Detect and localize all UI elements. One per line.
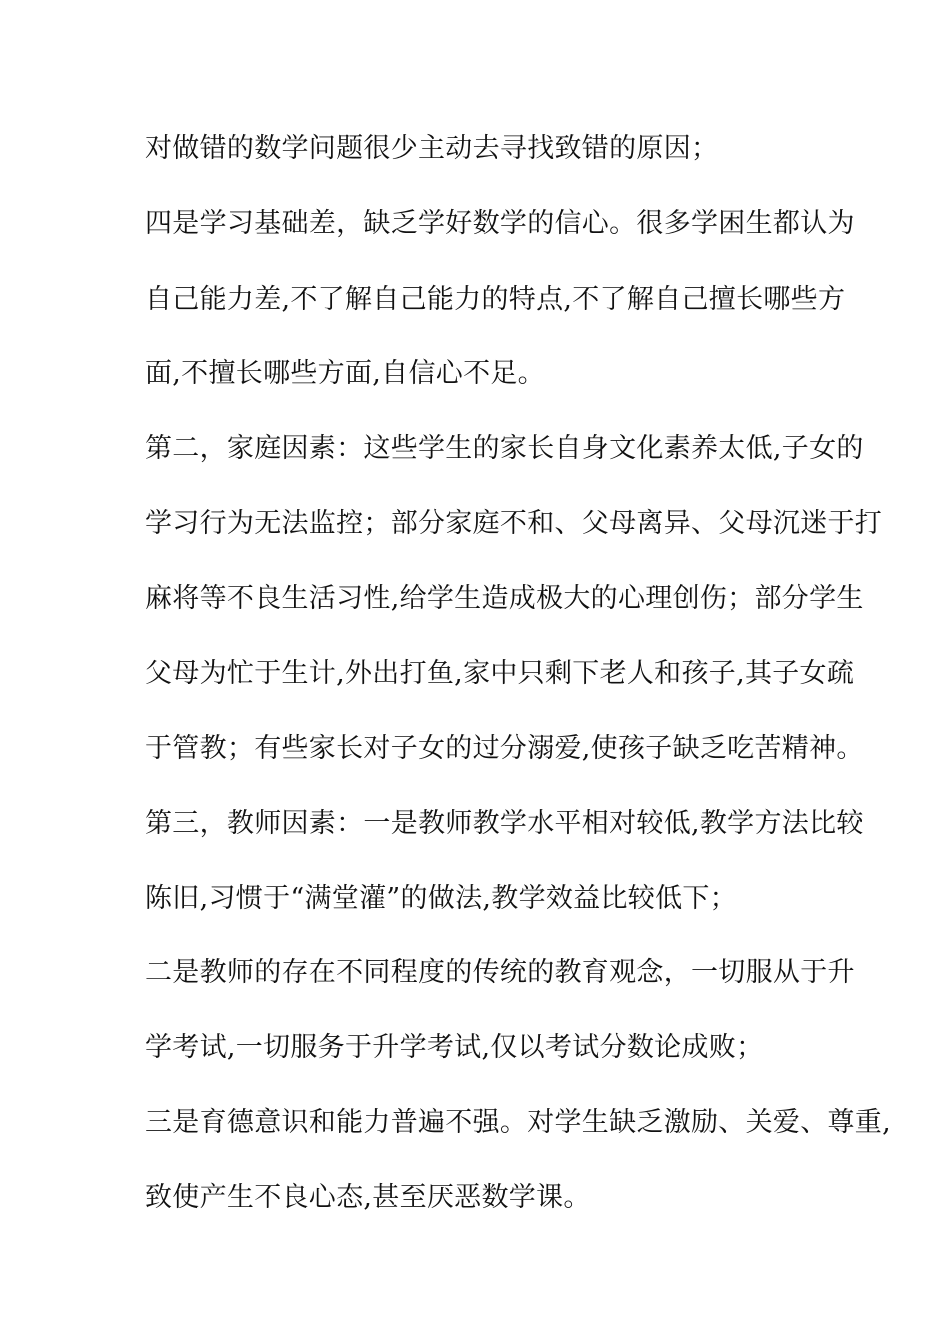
text-line: 父母为忙于生计,外出打鱼,家中只剩下老人和孩子,其子女疏 [145, 658, 855, 689]
text-line: 第二，家庭因素：这些学生的家长自身文化素养太低,子女的 [145, 433, 864, 464]
text-line: 陈旧,习惯于“满堂灌”的做法,教学效益比较低下； [145, 883, 737, 914]
text-line: 四是学习基础差，缺乏学好数学的信心。很多学困生都认为 [145, 208, 855, 239]
text-line: 面,不擅长哪些方面,自信心不足。 [145, 358, 545, 389]
text-line: 于管教；有些家长对子女的过分溺爱,使孩子缺乏吃苦精神。 [145, 733, 864, 764]
text-line: 麻将等不良生活习性,给学生造成极大的心理创伤；部分学生 [145, 583, 864, 614]
text-line: 学习行为无法监控；部分家庭不和、父母离异、父母沉迷于打 [145, 508, 883, 539]
text-line: 学考试,一切服务于升学考试,仅以考试分数论成败； [145, 1032, 764, 1063]
text-line: 对做错的数学问题很少主动去寻找致错的原因； [145, 133, 719, 164]
text-line: 三是育德意识和能力普遍不强。对学生缺乏激励、关爱、尊重, [145, 1107, 891, 1138]
text-line: 致使产生不良心态,甚至厌恶数学课。 [145, 1182, 591, 1213]
text-line: 自己能力差,不了解自己能力的特点,不了解自己擅长哪些方 [145, 284, 846, 315]
text-line: 二是教师的存在不同程度的传统的教育观念，一切服从于升 [145, 957, 855, 988]
text-line: 第三，教师因素：一是教师教学水平相对较低,教学方法比较 [145, 808, 864, 839]
